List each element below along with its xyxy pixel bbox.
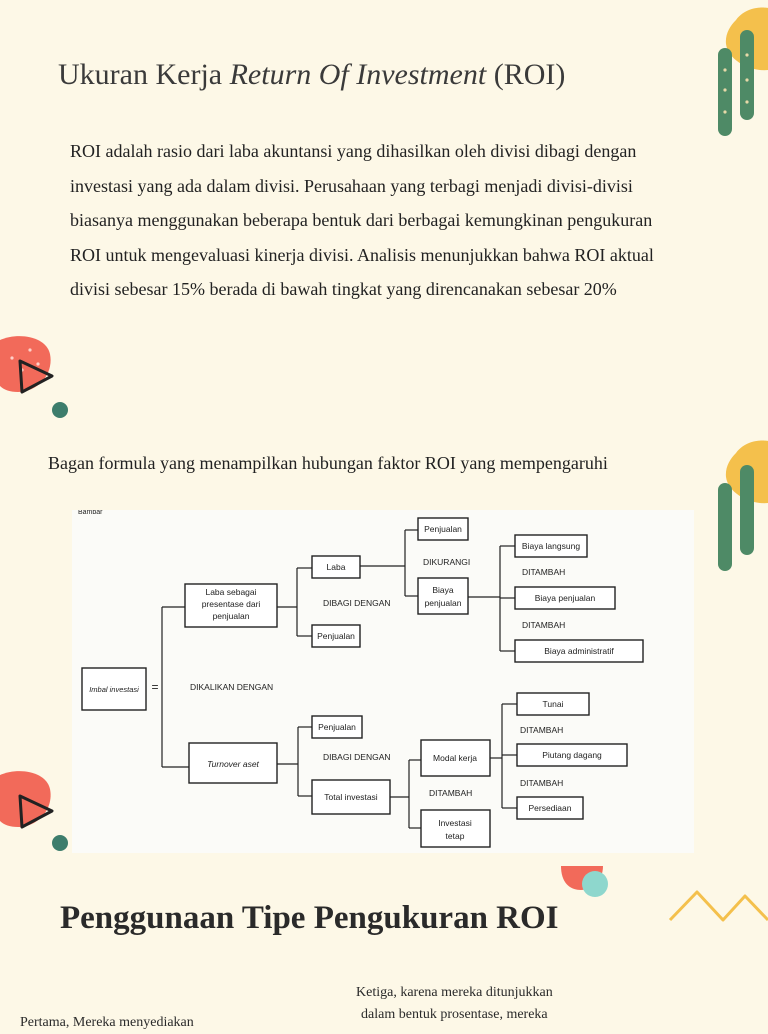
biaya-langsung-label: Biaya langsung <box>521 541 581 551</box>
paragraph-line: divisi sebesar 15% berada di bawah tingkat yang direncanakan sebesar 20% <box>70 279 617 299</box>
ditambah-label-1: DITAMBAH <box>522 567 566 577</box>
biaya-penjualan-line: penjualan <box>424 598 462 608</box>
lower-divided-label: DIBAGI DENGAN <box>323 752 391 762</box>
upper-node-line: penjualan <box>212 611 250 621</box>
upper-divided-label: DIBAGI DENGAN <box>323 598 391 608</box>
green-stick-1 <box>718 48 732 136</box>
page-title: Ukuran Kerja Return Of Investment (ROI) <box>58 58 566 91</box>
biaya-administratif-label: Biaya administratif <box>544 646 614 656</box>
penjualan-label-3: Penjualan <box>318 722 356 732</box>
mustard-blob <box>726 8 768 71</box>
penjualan-label-2: Penjualan <box>424 524 462 534</box>
penjualan-label-1: Penjualan <box>317 631 355 641</box>
paragraph-line: investasi yang ada dalam divisi. Perusahaan yang terbagi menjadi divisi-divisi <box>70 175 633 196</box>
biaya-penjualan-line: Biaya <box>432 585 454 595</box>
green-stick-3 <box>718 483 732 571</box>
mint-dot <box>582 871 608 897</box>
top-fragment-text: Bambar <box>78 510 103 516</box>
green-stick-2 <box>740 30 754 120</box>
left-play-decoration-1 <box>0 330 80 425</box>
dikurangi-label: DIKURANGI <box>423 557 471 567</box>
multiplied-by-label: DIKALIKAN DENGAN <box>190 682 274 692</box>
bottom-right-line: Ketiga, karena mereka ditunjukkan <box>356 985 553 1000</box>
piutang-label: Piutang dagang <box>542 750 602 760</box>
ditambah-label-2: DITAMBAH <box>522 620 566 630</box>
green-stick-4 <box>740 465 754 555</box>
total-investasi-label: Total investasi <box>324 792 378 802</box>
biaya-penjualan-label: Biaya penjualan <box>534 593 596 603</box>
box-biaya-penjualan <box>418 578 468 614</box>
mustard-blob-2 <box>726 441 768 504</box>
root-label: Imbal investasi <box>89 685 139 694</box>
bottom-left-text: Pertama, Mereka menyediakan <box>20 1015 194 1030</box>
play-outline-icon-2 <box>20 796 52 827</box>
investasi-tetap-line: Investasi <box>438 818 472 828</box>
coral-blob-2 <box>0 771 51 827</box>
left-play-decoration-2 <box>0 765 80 860</box>
coral-blob <box>0 336 51 392</box>
bottom-right-decoration <box>555 860 768 930</box>
tunai-label: Tunai <box>542 699 564 709</box>
equals-sign: = <box>151 680 159 694</box>
investasi-tetap-line: tetap <box>445 831 465 841</box>
bottom-right-line: dalam bentuk prosentase, mereka <box>361 1007 548 1022</box>
teal-dot-2 <box>52 835 68 851</box>
upper-node-line: presentase dari <box>201 599 261 609</box>
modal-kerja-label: Modal kerja <box>433 753 477 763</box>
coral-half-blob <box>561 866 603 890</box>
paragraph-line: ROI untuk mengevaluasi kinerja divisi. Analisis menunjukkan bahwa ROI aktual <box>70 244 654 265</box>
paragraph-line: biasanya menggunakan beberapa bentuk dari berbagai kemungkinan pengukuran <box>70 210 653 230</box>
upper-node-line: Laba sebagai <box>205 587 257 597</box>
mid-right-decoration <box>700 435 768 575</box>
section-heading: Penggunaan Tipe Pengukuran ROI <box>60 900 559 936</box>
roi-paragraph <box>70 134 710 307</box>
zigzag-line <box>670 892 768 920</box>
asset-ditambah-1: DITAMBAH <box>520 725 564 735</box>
teal-dot <box>52 402 68 418</box>
bottom-right-text <box>356 982 553 1026</box>
top-right-decoration <box>700 0 768 150</box>
roi-formula-diagram <box>72 510 694 853</box>
laba-label: Laba <box>326 562 346 572</box>
diagram-caption: Bagan formula yang menampilkan hubungan faktor ROI yang mempengaruhi <box>48 453 608 473</box>
persediaan-label: Persediaan <box>528 803 572 813</box>
asset-ditambah-2: DITAMBAH <box>520 778 564 788</box>
box-investasi-tetap <box>421 810 490 847</box>
play-outline-icon <box>20 361 52 392</box>
lower-ditambah-label: DITAMBAH <box>429 788 473 798</box>
turnover-aset-label: Turnover aset <box>207 759 259 769</box>
paragraph-line: ROI adalah rasio dari laba akuntansi yang dihasilkan oleh divisi dibagi dengan <box>70 141 637 161</box>
